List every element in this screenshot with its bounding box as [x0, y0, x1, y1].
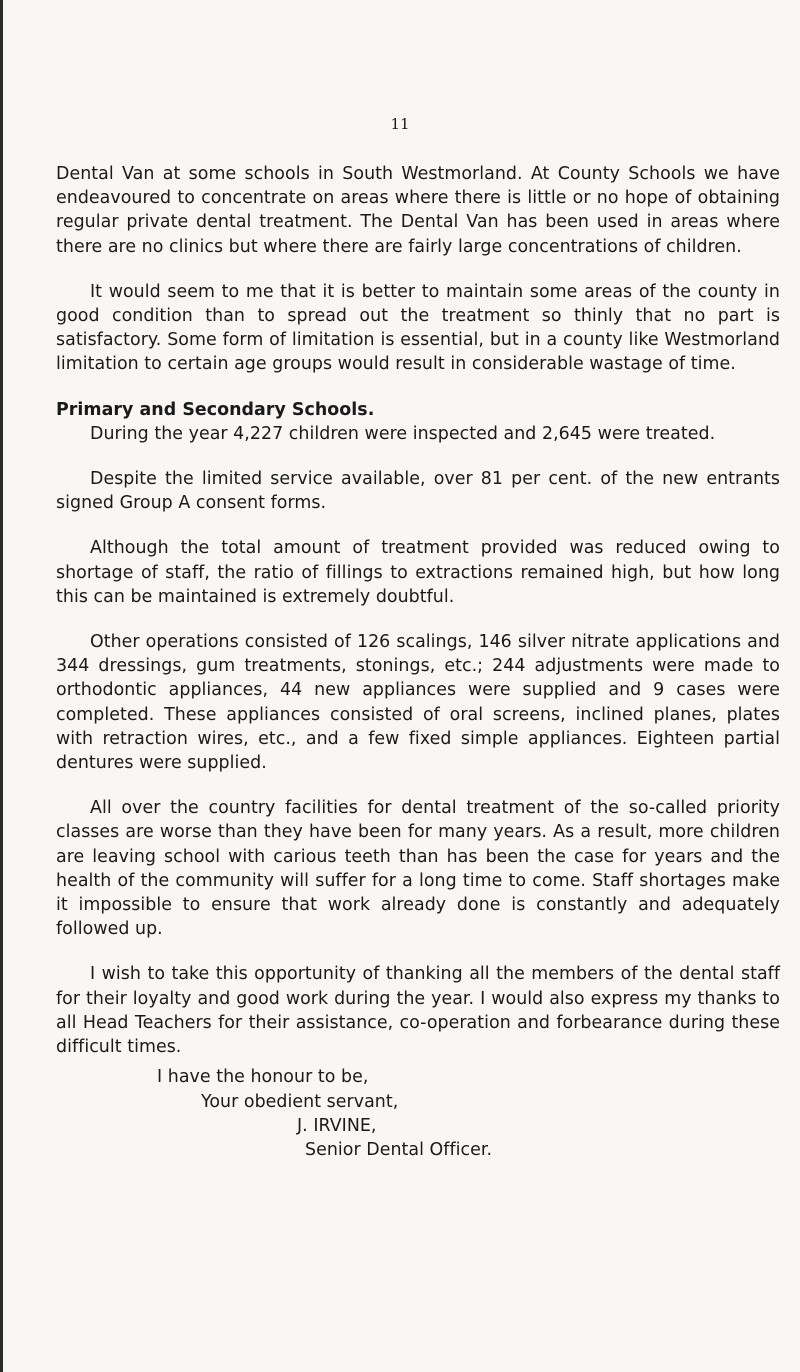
page-edge-rule: [0, 0, 3, 1372]
signoff-honour: I have the honour to be,: [157, 1067, 369, 1088]
paragraph-other-operations: Other operations consisted of 126 scalings, 146 silver nitrate applications and 344 dressings, gum treatments, stonings, etc.; 244 adjustments were made to orthodontic appliances, 44 new appliances were supplied and 9 cases were completed. These appliances consisted of oral screens, inclined planes, plates with retraction wires, etc., and a few fixed simple appliances. Eighteen partial dentures were supplied.: [56, 632, 780, 774]
signoff-block: [56, 1065, 780, 1162]
paragraph-priority-classes: All over the country facilities for dental treatment of the so-called priority classes are worse than they have been for many years. As a result, more children are leaving school with carious teeth than has been the case for years and the health of the community will suffer for a long time to come. Staff shortages make it impossible to ensure that work already done is constantly and adequately followed up.: [56, 798, 780, 940]
paragraph-fillings-ratio: Although the total amount of treatment provided was reduced owing to shortage of staff, the ratio of fillings to extractions remained high, but how long this can be maintained is extremely doubtful.: [56, 538, 780, 607]
paragraph-consent-forms: Despite the limited service available, over 81 per cent. of the new entrants signed Group A consent forms.: [56, 469, 780, 514]
paragraph-county-condition: It would seem to me that it is better to maintain some areas of the county in good condition than to spread out the treatment so thinly that no part is satisfactory. Some form of limitation is essential, but in a county like Westmorland limitation to certain age groups would result in considerable wastage of time.: [56, 281, 780, 375]
signoff-title: Senior Dental Officer.: [305, 1139, 493, 1160]
letter-body: [56, 162, 780, 1162]
signoff-name: J. IRVINE,: [297, 1115, 377, 1136]
signoff-servant: Your obedient servant,: [201, 1091, 399, 1112]
page-number: 11: [390, 115, 410, 133]
section-heading: Primary and Secondary Schools.: [56, 399, 375, 420]
paragraph-dental-van: Dental Van at some schools in South Westmorland. At County Schools we have endeavoured to concentrate on areas where there is little or no hope of obtaining regular private dental treatment. The Dental Van has been used in areas where there are no clinics but where there are fairly large concentrations of children.: [56, 164, 780, 257]
paragraph-thanks: I wish to take this opportunity of thanking all the members of the dental staff for their loyalty and good work during the year. I would also express my thanks to all Head Teachers for their assistance, co-operation and forbearance during these difficult times.: [56, 964, 780, 1058]
paragraph-inspected-treated: During the year 4,227 children were inspected and 2,645 were treated.: [90, 423, 716, 444]
